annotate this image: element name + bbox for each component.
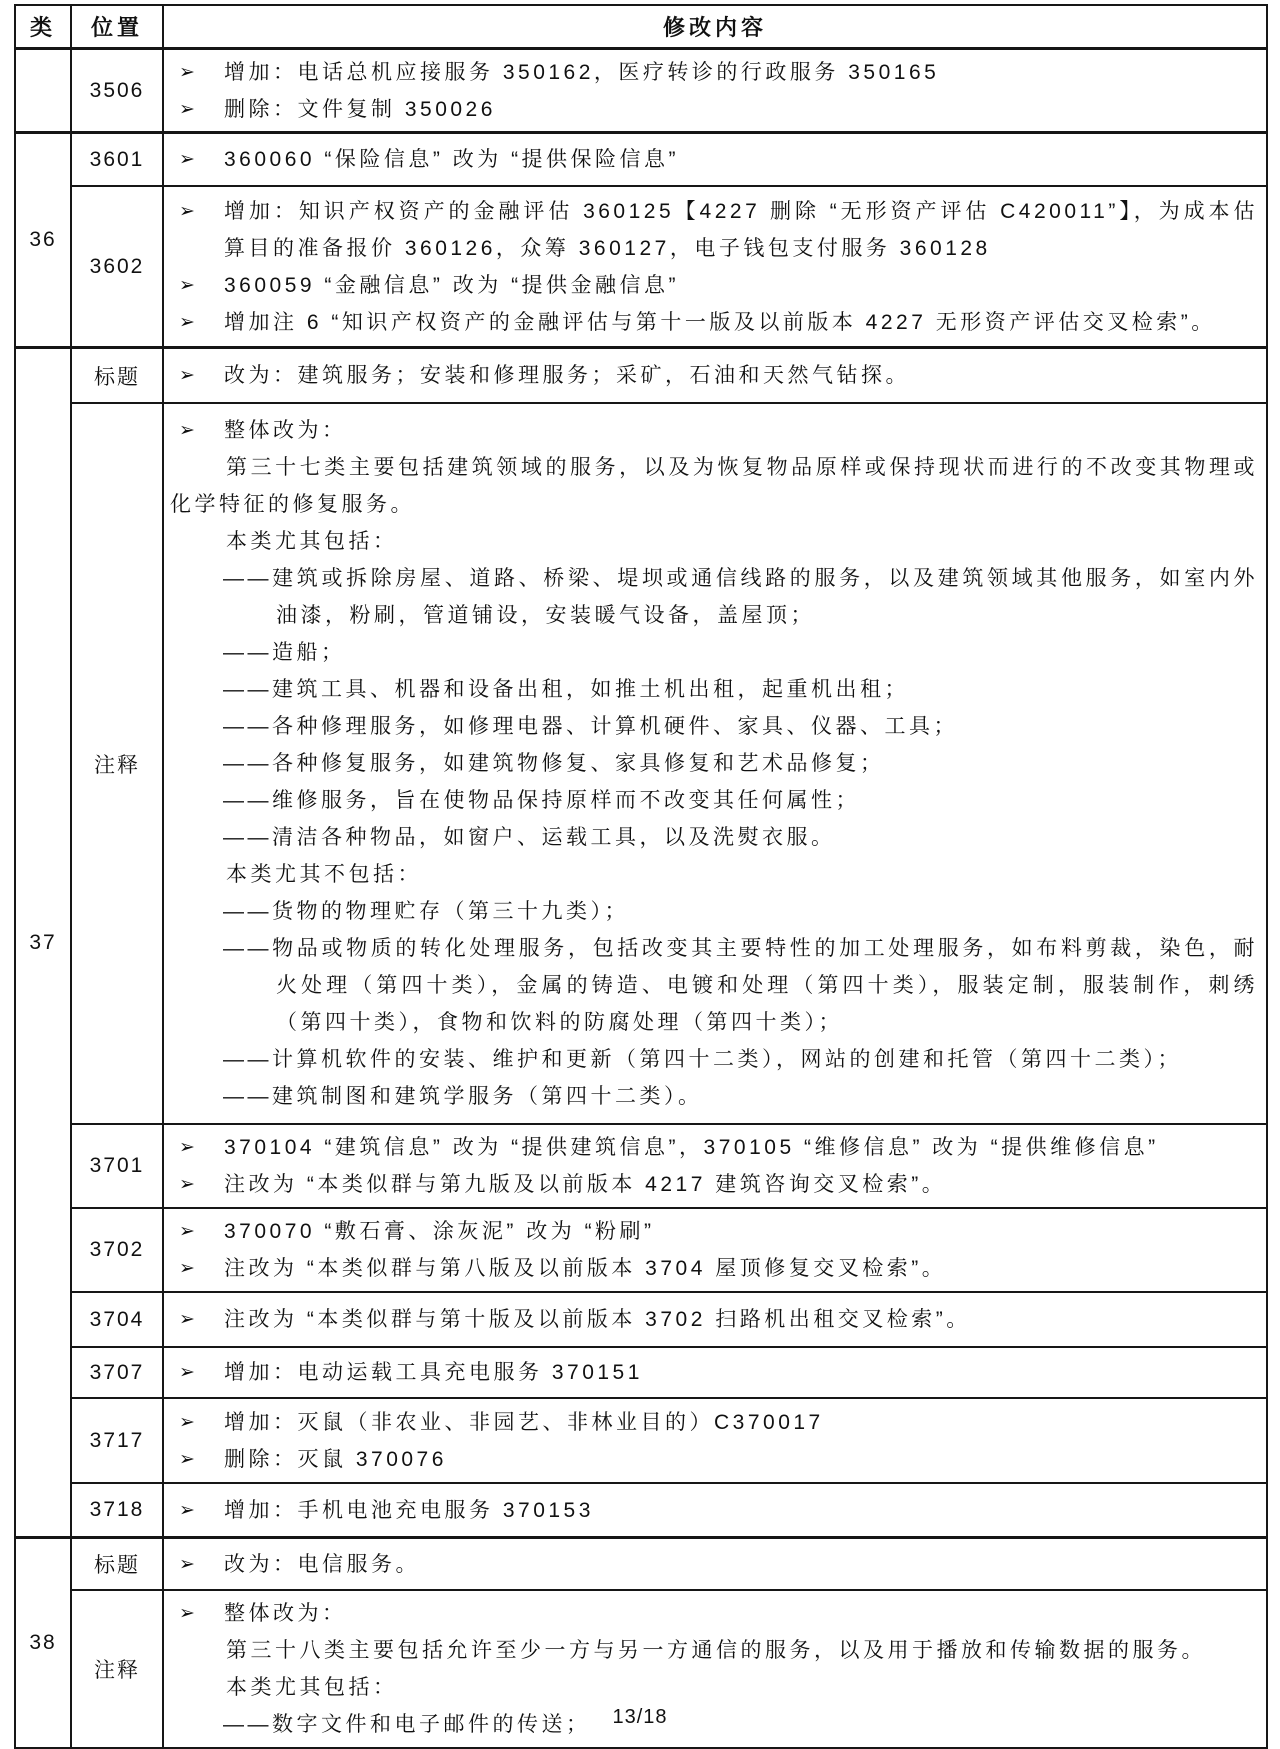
note-dash-item: ——货物的物理贮存（第三十九类）； [223, 900, 629, 923]
arrow-bullet-icon: ➢ [179, 1257, 195, 1279]
note-dash-item: ——维修服务，旨在使物品保持原样而不改变其任何属性； [223, 789, 860, 812]
bullet-item [170, 304, 1258, 341]
content-cell [163, 186, 1267, 348]
arrow-bullet-icon: ➢ [179, 97, 195, 120]
item-text: 改为：建筑服务；安装和修理服务；采矿，石油和天然气钻探。 [224, 364, 910, 387]
item-text: 增加注 6 “知识产权资产的金融评估与第十一版及以前版本 4227 无形资产评估交叉检索”。 [224, 310, 1216, 334]
item-text: 360060 “保险信息” 改为 “提供保险信息” [224, 148, 680, 171]
bullet-item [170, 1250, 1258, 1287]
item-text: 370104 “建筑信息” 改为 “提供建筑信息”，370105 “维修信息” 改为 “提供维修信息” [224, 1136, 1159, 1159]
content-cell [163, 348, 1267, 404]
table-row [15, 1398, 1267, 1483]
note-dash-item: ——清洁各种物品，如窗户、运载工具，以及洗熨衣服。 [223, 826, 836, 849]
content-cell [163, 49, 1267, 133]
note-dash-item: ——计算机软件的安装、维护和更新（第四十二类），网站的创建和托管（第四十二类）； [223, 1048, 1182, 1071]
item-text: 整体改为： [224, 1602, 347, 1625]
arrow-bullet-icon: ➢ [179, 273, 195, 296]
note-dash-item: ——造船； [223, 641, 346, 664]
table-row [15, 1538, 1267, 1591]
arrow-bullet-icon: ➢ [179, 1410, 195, 1433]
bullet-item [170, 1404, 1258, 1441]
bullet-item [170, 1301, 1258, 1338]
arrow-bullet-icon: ➢ [179, 1173, 195, 1195]
note-dash-item: ——建筑工具、机器和设备出租，如推土机出租，起重机出租； [223, 678, 909, 701]
note-dash-item: ——各种修复服务，如建筑物修复、家具修复和艺术品修复； [223, 752, 885, 775]
content-cell [163, 1347, 1267, 1398]
note-dash-item: ——建筑或拆除房屋、道路、桥梁、堤坝或通信线路的服务，以及建筑领域其他服务，如室内外油漆，粉刷，管道铺设，安装暖气设备，盖屋顶； [223, 567, 1258, 627]
table-row [15, 403, 1267, 1124]
col-header-class: 类 [15, 5, 71, 49]
bullet-item [170, 1546, 1258, 1583]
position-cell: 3702 [71, 1208, 163, 1292]
arrow-bullet-icon: ➢ [179, 1220, 195, 1242]
item-text: 整体改为： [224, 419, 347, 442]
bullet-item [170, 1129, 1258, 1166]
class-cell-37: 37 [15, 348, 71, 1538]
bullet-item [170, 1213, 1258, 1250]
item-text: 360059 “金融信息” 改为 “提供金融信息” [224, 273, 680, 297]
table-row [15, 348, 1267, 404]
bullet-item [170, 1595, 1258, 1632]
arrow-bullet-icon: ➢ [179, 148, 195, 170]
bullet-item [170, 54, 1258, 91]
note-paragraph: 本类尤其包括： [226, 1676, 398, 1699]
arrow-bullet-icon: ➢ [179, 1552, 195, 1575]
content-cell [163, 1483, 1267, 1538]
arrow-bullet-icon: ➢ [179, 1136, 195, 1158]
item-text: 增加：电动运载工具充电服务 370151 [224, 1361, 643, 1384]
content-cell [163, 1124, 1267, 1208]
position-cell: 注释 [71, 1590, 163, 1748]
item-text: 改为：电信服务。 [224, 1552, 420, 1576]
note-dash-item: ——数字文件和电子邮件的传送； [223, 1713, 591, 1736]
table-row [15, 1347, 1267, 1398]
position-cell: 3704 [71, 1292, 163, 1347]
position-cell: 3717 [71, 1398, 163, 1483]
item-text: 增加：电话总机应接服务 350162，医疗转诊的行政服务 350165 [224, 60, 940, 84]
table-row [15, 49, 1267, 133]
item-text: 注改为 “本类似群与第十版及以前版本 3702 扫路机出租交叉检索”。 [224, 1308, 971, 1331]
position-cell: 3602 [71, 186, 163, 348]
class-cell-36: 36 [15, 133, 71, 348]
bullet-item [170, 357, 1258, 394]
item-text: 注改为 “本类似群与第八版及以前版本 3704 屋顶修复交叉检索”。 [224, 1257, 947, 1280]
note-paragraph: 第三十八类主要包括允许至少一方与另一方通信的服务，以及用于播放和传输数据的服务。 [226, 1639, 1206, 1662]
table-row [15, 1208, 1267, 1292]
content-cell [163, 1538, 1267, 1591]
bullet-item [170, 193, 1258, 267]
arrow-bullet-icon: ➢ [179, 1602, 195, 1624]
item-text: 增加：手机电池充电服务 370153 [224, 1498, 594, 1522]
position-cell: 注释 [71, 403, 163, 1124]
item-text: 增加：知识产权资产的金融评估 360125【4227 删除 “无形资产评估 C420011”】，为成本估算目的准备报价 360126，众筹 360127，电子钱包支付服务 360128 [224, 199, 1258, 260]
table-row [15, 133, 1267, 187]
table-row [15, 186, 1267, 348]
page-number: 13/18 [612, 1706, 668, 1728]
position-cell: 3718 [71, 1483, 163, 1538]
arrow-bullet-icon: ➢ [179, 1308, 195, 1330]
col-header-position: 位置 [71, 5, 163, 49]
note-dash-item: ——各种修理服务，如修理电器、计算机硬件、家具、仪器、工具； [223, 715, 958, 738]
note-paragraph: 第三十七类主要包括建筑领域的服务，以及为恢复物品原样或保持现状而进行的不改变其物理或化学特征的修复服务。 [170, 456, 1258, 516]
bullet-item [170, 1441, 1258, 1478]
class-cell-35 [15, 49, 71, 133]
bullet-item [170, 412, 1258, 449]
content-cell [163, 403, 1267, 1124]
item-text: 注改为 “本类似群与第九版及以前版本 4217 建筑咨询交叉检索”。 [224, 1173, 947, 1196]
bullet-item [170, 141, 1258, 178]
arrow-bullet-icon: ➢ [179, 364, 195, 386]
note-dash-item: ——物品或物质的转化处理服务，包括改变其主要特性的加工处理服务，如布料剪裁，染色，耐火处理（第四十类），金属的铸造、电镀和处理（第四十类），服装定制，服装制作，刺绣（第四十类），食物和饮料的防腐处理（第四十类）； [223, 937, 1258, 1034]
arrow-bullet-icon: ➢ [179, 1361, 195, 1383]
col-header-content: 修改内容 [163, 5, 1267, 49]
content-cell [163, 1398, 1267, 1483]
arrow-bullet-icon: ➢ [179, 419, 195, 441]
position-cell: 3506 [71, 49, 163, 133]
position-cell: 标题 [71, 1538, 163, 1591]
position-cell: 3707 [71, 1347, 163, 1398]
content-cell [163, 1292, 1267, 1347]
bullet-item [170, 267, 1258, 304]
bullet-item [170, 91, 1258, 128]
item-text: 增加：灭鼠（非农业、非园艺、非林业目的）C370017 [224, 1410, 824, 1434]
position-cell: 3601 [71, 133, 163, 187]
content-cell [163, 133, 1267, 187]
table-row [15, 1124, 1267, 1208]
item-text: 删除：文件复制 350026 [224, 97, 496, 121]
item-text: 删除：灭鼠 370076 [224, 1447, 447, 1471]
table-row [15, 1292, 1267, 1347]
arrow-bullet-icon: ➢ [179, 1498, 195, 1521]
note-paragraph: 本类尤其不包括： [226, 863, 422, 886]
classification-revision-table [14, 4, 1268, 1749]
header-row [15, 5, 1267, 49]
bullet-item [170, 1354, 1258, 1391]
position-cell: 3701 [71, 1124, 163, 1208]
bullet-item [170, 1166, 1258, 1203]
arrow-bullet-icon: ➢ [179, 310, 195, 333]
note-paragraph: 本类尤其包括： [226, 530, 398, 553]
content-cell [163, 1208, 1267, 1292]
arrow-bullet-icon: ➢ [179, 199, 195, 222]
table-row [15, 1483, 1267, 1538]
class-cell-38: 38 [15, 1538, 71, 1749]
arrow-bullet-icon: ➢ [179, 1447, 195, 1470]
bullet-item [170, 1492, 1258, 1529]
item-text: 370070 “敷石膏、涂灰泥” 改为 “粉刷” [224, 1220, 655, 1243]
arrow-bullet-icon: ➢ [179, 60, 195, 83]
note-dash-item: ——建筑制图和建筑学服务（第四十二类）。 [223, 1085, 703, 1108]
position-cell: 标题 [71, 348, 163, 404]
